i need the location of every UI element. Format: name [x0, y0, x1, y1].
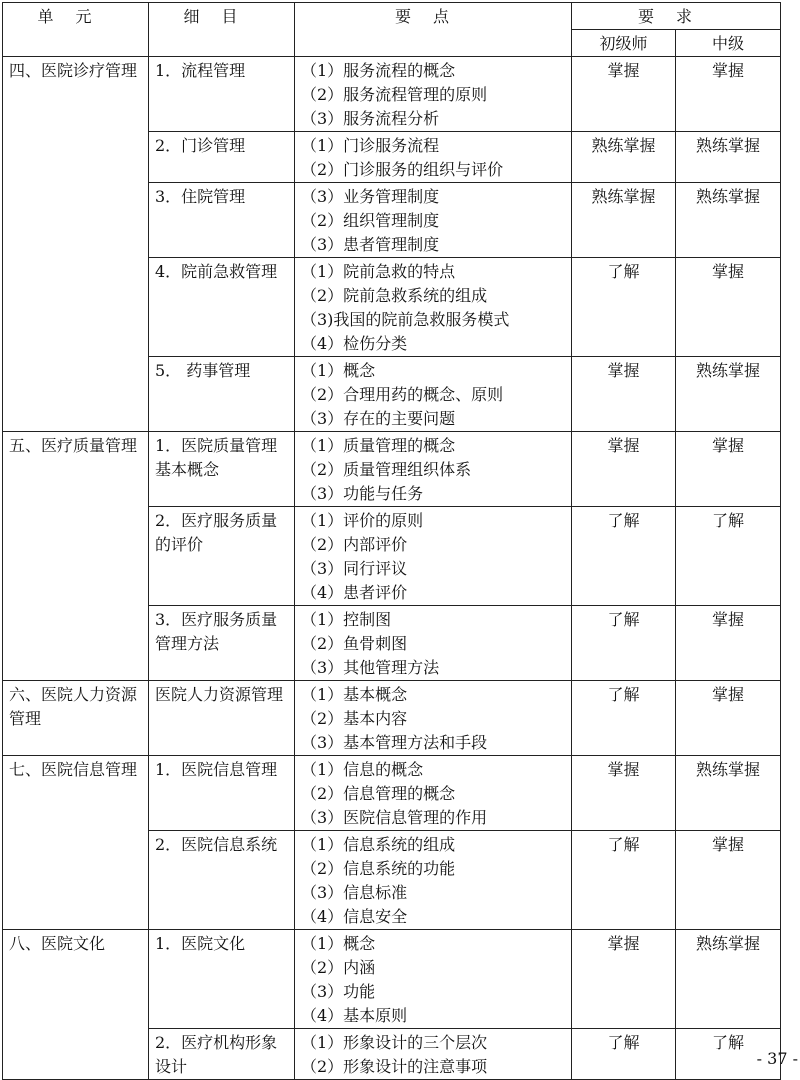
unit-cell: 六、医院人力资源管理: [3, 681, 149, 756]
header-junior: 初级师: [572, 30, 676, 57]
point-item: （1）服务流程的概念: [301, 61, 456, 80]
points-cell: [295, 357, 572, 432]
point-item: （3）医院信息管理的作用: [301, 808, 488, 827]
table-row: [3, 432, 781, 507]
point-item: （3）业务管理制度: [301, 187, 440, 206]
point-item: （2）鱼骨刺图: [301, 634, 408, 653]
item-cell: 2．医院信息系统: [149, 831, 295, 930]
junior-requirement: 了解: [572, 681, 676, 756]
point-item: （3）同行评议: [301, 559, 408, 578]
points-cell: [295, 1029, 572, 1080]
intermediate-requirement: 掌握: [676, 831, 781, 930]
point-item: （3）服务流程分析: [301, 109, 440, 128]
points-cell: [295, 756, 572, 831]
points-cell: [295, 57, 572, 132]
table-row: [3, 756, 781, 831]
point-item: （4）基本原则: [301, 1006, 408, 1025]
intermediate-requirement: 掌握: [676, 432, 781, 507]
unit-cell: 四、医院诊疗管理: [3, 57, 149, 432]
intermediate-requirement: 熟练掌握: [676, 357, 781, 432]
point-item: （1）形象设计的三个层次: [301, 1033, 488, 1052]
item-cell: 1．医院文化: [149, 930, 295, 1029]
point-item: （1）院前急救的特点: [301, 262, 456, 281]
item-cell: 2．门诊管理: [149, 132, 295, 183]
point-item: （3）其他管理方法: [301, 658, 440, 677]
point-item: （3）基本管理方法和手段: [301, 733, 488, 752]
intermediate-requirement: 掌握: [676, 606, 781, 681]
point-item: （1）概念: [301, 934, 376, 953]
intermediate-requirement: 熟练掌握: [676, 756, 781, 831]
header-item: 细目: [149, 3, 295, 57]
points-cell: [295, 930, 572, 1029]
item-cell: 1．流程管理: [149, 57, 295, 132]
junior-requirement: 掌握: [572, 756, 676, 831]
points-cell: [295, 681, 572, 756]
unit-cell: 八、医院文化: [3, 930, 149, 1080]
intermediate-requirement: 掌握: [676, 258, 781, 357]
point-item: （1）门诊服务流程: [301, 136, 440, 155]
item-cell: 2．医疗服务质量的评价: [149, 507, 295, 606]
point-item: （2）质量管理组织体系: [301, 460, 472, 479]
point-item: （1）信息的概念: [301, 760, 424, 779]
junior-requirement: 了解: [572, 1029, 676, 1080]
junior-requirement: 熟练掌握: [572, 183, 676, 258]
junior-requirement: 了解: [572, 258, 676, 357]
unit-cell: 五、医疗质量管理: [3, 432, 149, 681]
point-item: （1）控制图: [301, 610, 392, 629]
item-cell: 3．医疗服务质量管理方法: [149, 606, 295, 681]
junior-requirement: 掌握: [572, 930, 676, 1029]
points-cell: [295, 432, 572, 507]
point-item: （1）评价的原则: [301, 511, 424, 530]
junior-requirement: 了解: [572, 831, 676, 930]
table-row: [3, 930, 781, 1029]
junior-requirement: 了解: [572, 606, 676, 681]
header-requirement: 要求: [572, 3, 781, 30]
junior-requirement: 了解: [572, 507, 676, 606]
item-cell: 2．医疗机构形象设计: [149, 1029, 295, 1080]
points-cell: [295, 606, 572, 681]
table-row: [3, 681, 781, 756]
point-item: （4）检伤分类: [301, 334, 408, 353]
junior-requirement: 熟练掌握: [572, 132, 676, 183]
point-item: （1）信息系统的组成: [301, 835, 456, 854]
point-item: （2）院前急救系统的组成: [301, 286, 488, 305]
intermediate-requirement: 了解: [676, 1029, 781, 1080]
intermediate-requirement: 熟练掌握: [676, 132, 781, 183]
table-row: [3, 57, 781, 132]
item-cell: 4．院前急救管理: [149, 258, 295, 357]
point-item: （2）组织管理制度: [301, 211, 440, 230]
item-cell: 3．住院管理: [149, 183, 295, 258]
point-item: （2）形象设计的注意事项: [301, 1057, 488, 1076]
intermediate-requirement: 掌握: [676, 57, 781, 132]
point-item: （2）信息管理的概念: [301, 784, 456, 803]
item-cell: 5． 药事管理: [149, 357, 295, 432]
point-item: （3）患者管理制度: [301, 235, 440, 254]
point-item: （2）信息系统的功能: [301, 859, 456, 878]
intermediate-requirement: 掌握: [676, 681, 781, 756]
point-item: （2）内部评价: [301, 535, 408, 554]
point-item: （2）门诊服务的组织与评价: [301, 160, 504, 179]
header-points: 要点: [295, 3, 572, 57]
point-item: （1）基本概念: [301, 685, 408, 704]
points-cell: [295, 831, 572, 930]
point-item: （2）内涵: [301, 958, 376, 977]
table-body: [3, 57, 781, 1080]
item-cell: 1．医院质量管理基本概念: [149, 432, 295, 507]
point-item: （3）功能: [301, 982, 376, 1001]
intermediate-requirement: 了解: [676, 507, 781, 606]
point-item: （4）患者评价: [301, 583, 408, 602]
point-item: （2）服务流程管理的原则: [301, 85, 488, 104]
unit-cell: 七、医院信息管理: [3, 756, 149, 930]
point-item: （1）概念: [301, 361, 376, 380]
point-item: （3)我国的院前急救服务模式: [301, 310, 510, 329]
point-item: （3）存在的主要问题: [301, 409, 456, 428]
table-header: [3, 3, 781, 57]
point-item: （2）合理用药的概念、原则: [301, 385, 504, 404]
syllabus-table: [2, 2, 781, 1080]
junior-requirement: 掌握: [572, 357, 676, 432]
intermediate-requirement: 熟练掌握: [676, 183, 781, 258]
points-cell: [295, 183, 572, 258]
point-item: （4）信息安全: [301, 907, 408, 926]
point-item: （1）质量管理的概念: [301, 436, 456, 455]
item-cell: 医院人力资源管理: [149, 681, 295, 756]
point-item: （3）信息标准: [301, 883, 408, 902]
item-cell: 1．医院信息管理: [149, 756, 295, 831]
page-number: - 37 -: [756, 1049, 798, 1068]
junior-requirement: 掌握: [572, 432, 676, 507]
junior-requirement: 掌握: [572, 57, 676, 132]
points-cell: [295, 132, 572, 183]
header-unit: 单元: [3, 3, 149, 57]
points-cell: [295, 507, 572, 606]
header-intermediate: 中级: [676, 30, 781, 57]
points-cell: [295, 258, 572, 357]
point-item: （3）功能与任务: [301, 484, 424, 503]
intermediate-requirement: 熟练掌握: [676, 930, 781, 1029]
point-item: （2）基本内容: [301, 709, 408, 728]
